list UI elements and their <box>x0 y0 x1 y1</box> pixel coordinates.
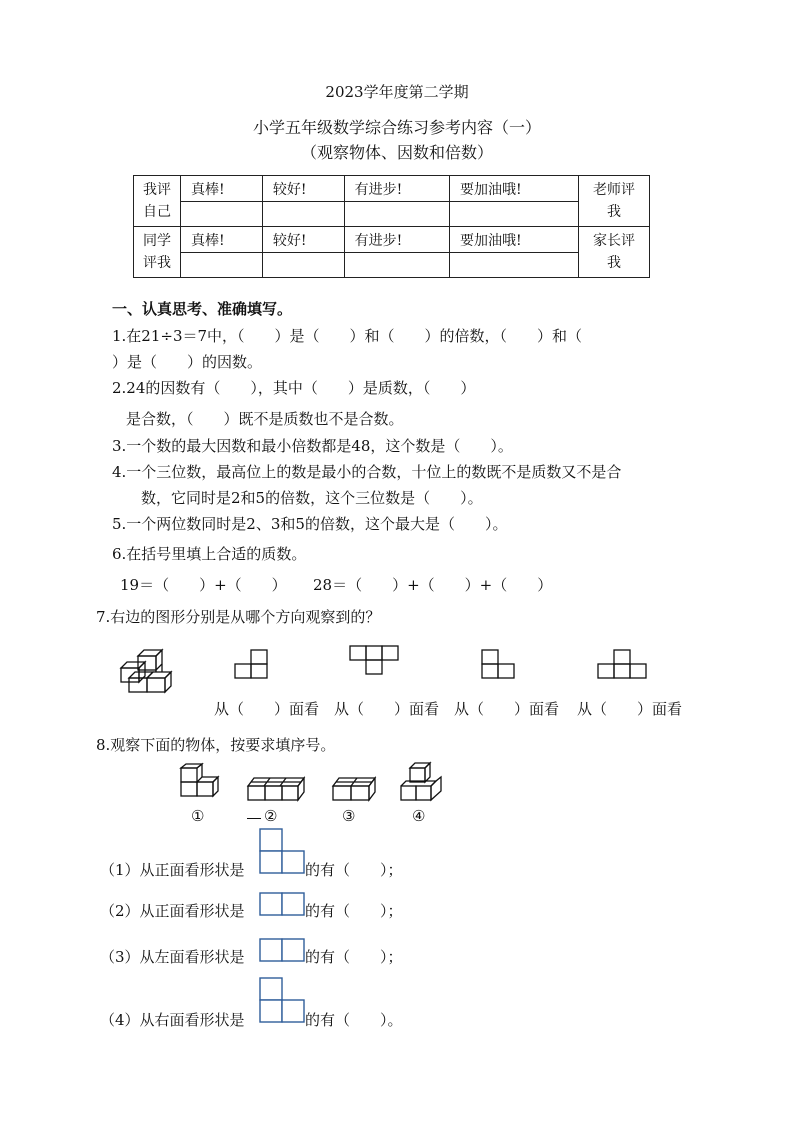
question-5: 5.一个两位数同时是2、3和5的倍数，这个最大是（ ）。 <box>112 515 508 533</box>
page-subtitle: （观察物体、因数和倍数） <box>300 143 493 162</box>
option-keep-trying: 要加油哦! <box>450 227 579 253</box>
option-keep-trying: 要加油哦! <box>450 176 579 202</box>
option-progress: 有进步! <box>344 227 449 253</box>
q8-item-3-text: （3）从左面看形状是 <box>100 948 245 966</box>
q8-label-2: ② <box>264 807 278 825</box>
q7-solid-figure <box>116 648 180 696</box>
q7-answer-1: 从（ ）面看 <box>214 700 320 718</box>
peer-eval-blank-4 <box>450 253 579 278</box>
section-heading: 一、认真思考、准确填写。 <box>112 300 293 318</box>
q8-item-1-suffix: 的有（ ）； <box>305 861 403 879</box>
q8-label-1: ① <box>191 807 205 825</box>
q7-answer-2: 从（ ）面看 <box>334 700 440 718</box>
q8-item-3-suffix: 的有（ ）； <box>305 948 403 966</box>
question-2-line-2: 是合数，（ ）既不是质数也不是合数。 <box>126 410 404 428</box>
peer-eval-blank-1 <box>181 253 263 278</box>
q8-label-3: ③ <box>342 807 356 825</box>
page-title: 小学五年级数学综合练习参考内容（一） <box>252 118 541 137</box>
q8-item-2-suffix: 的有（ ）； <box>305 902 403 920</box>
q8-item-4-suffix: 的有（ ）。 <box>305 1011 403 1029</box>
question-3: 3.一个数的最大因数和最小倍数都是48，这个数是（ ）。 <box>112 437 513 455</box>
option-great: 真棒! <box>181 227 263 253</box>
q8-item-2-text: （2）从正面看形状是 <box>100 902 245 920</box>
q7-answer-4: 从（ ）面看 <box>577 700 683 718</box>
self-eval-blank-2 <box>262 202 344 227</box>
q8-label-4: ④ <box>412 807 426 825</box>
self-eval-blank-1 <box>181 202 263 227</box>
question-4-line-2: 数，它同时是2和5的倍数，这个三位数是（ ）。 <box>141 489 483 507</box>
shape-view-4 <box>259 977 305 1025</box>
q7-view-1 <box>233 648 271 682</box>
shape-view-1 <box>259 828 305 876</box>
question-8: 8.观察下面的物体，按要求填序号。 <box>96 736 336 754</box>
peer-eval-label: 同学 评我 <box>134 227 181 278</box>
q8-object-4 <box>398 760 450 804</box>
q7-view-4 <box>596 648 648 682</box>
shape-view-3 <box>259 938 305 964</box>
q8-object-1 <box>176 762 228 804</box>
q8-item-1-text: （1）从正面看形状是 <box>100 861 245 879</box>
underline-mark <box>247 818 261 819</box>
question-2-line-1: 2.24的因数有（ ），其中（ ）是质数，（ ） <box>112 379 476 397</box>
q7-view-3 <box>480 648 518 682</box>
q8-object-2 <box>244 772 310 804</box>
option-good: 较好! <box>262 227 344 253</box>
option-great: 真棒! <box>181 176 263 202</box>
q8-object-3 <box>330 772 380 804</box>
question-7: 7.右边的图形分别是从哪个方向观察到的？ <box>96 608 381 626</box>
shape-view-2 <box>259 892 305 918</box>
self-eval-blank-4 <box>450 202 579 227</box>
question-1-line-2: ）是（ ）的因数。 <box>112 353 263 371</box>
question-4-line-1: 4.一个三位数，最高位上的数是最小的合数，十位上的数既不是质数又不是合 <box>112 463 622 481</box>
question-6-equation-2: 28＝（ ）+（ ）+（ ） <box>313 576 553 594</box>
school-year: 2023学年度第二学期 <box>325 83 469 101</box>
peer-eval-blank-3 <box>344 253 449 278</box>
self-eval-label: 我评 自己 <box>134 176 181 227</box>
question-6-equation-1: 19＝（ ）+（ ） <box>120 576 287 594</box>
option-good: 较好! <box>262 176 344 202</box>
peer-eval-blank-2 <box>262 253 344 278</box>
question-6: 6.在括号里填上合适的质数。 <box>112 545 307 563</box>
question-1-line-1: 1.在21÷3＝7中，（ ）是（ ）和（ ）的倍数，（ ）和（ <box>112 327 583 345</box>
self-eval-blank-3 <box>344 202 449 227</box>
parent-eval-label: 家长评 我 <box>579 227 650 278</box>
q7-view-2 <box>348 644 400 678</box>
q8-item-4-text: （4）从右面看形状是 <box>100 1011 245 1029</box>
q7-answer-3: 从（ ）面看 <box>454 700 560 718</box>
teacher-eval-label: 老师评 我 <box>579 176 650 227</box>
evaluation-table <box>133 175 650 278</box>
option-progress: 有进步! <box>344 176 449 202</box>
